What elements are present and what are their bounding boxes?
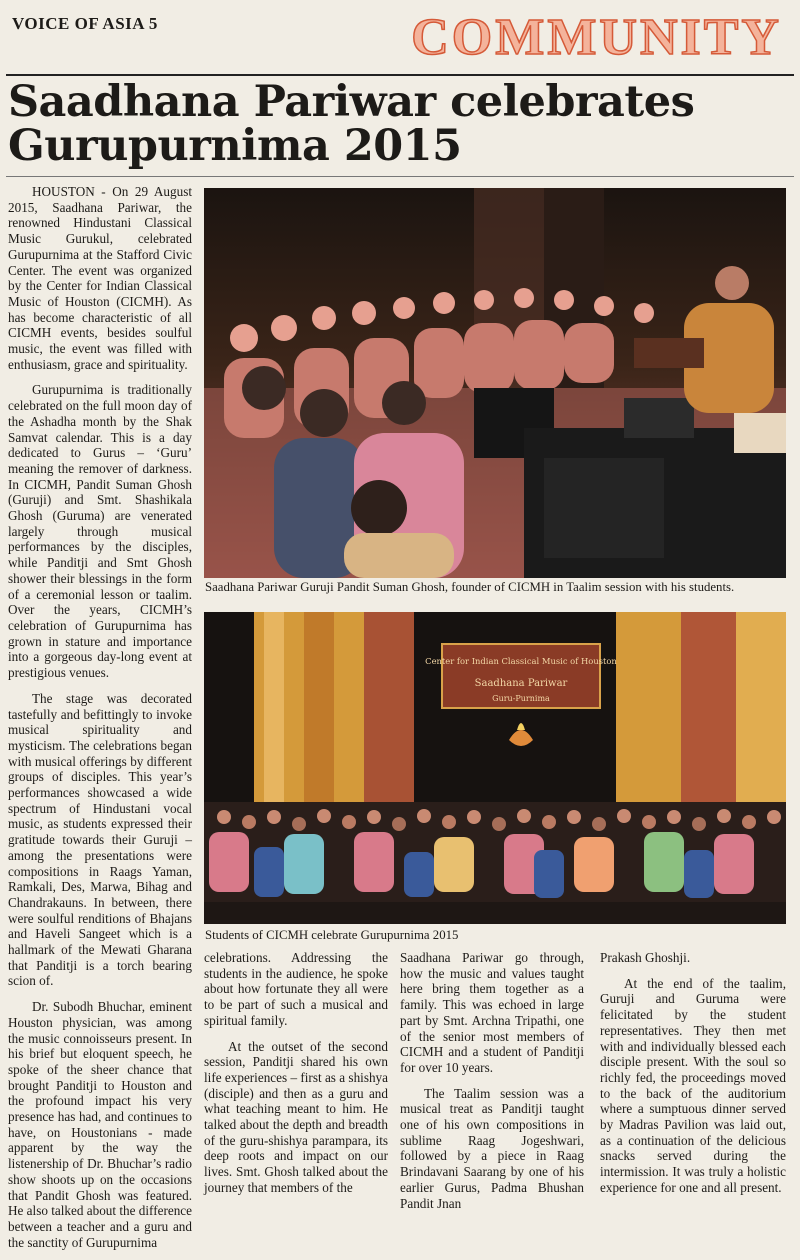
article-paragraph: The Taalim session was a musical treat as Panditji taught one of his own compositions in sublime Raag Jogeshwari, followed by a piece in Raag Brindavani Saarang by one of his earlier Gurus, Padma Bhushan Pandit Jnan	[400, 1085, 584, 1211]
article-paragraph: At the end of the taalim, Guruji and Guruma were felicitated by the student representatives. They then met with and individually blessed each disciple present. With the soul so richly fed, the proceedings moved to the back of the auditorium where a sumptuous dinner served by Madras Pavilion was laid out, as a continuation of the delicious snacks served during the intermission. It was truly a holistic experience for one and all present.	[600, 975, 786, 1195]
top-rule	[6, 74, 794, 76]
article-left-column	[8, 184, 192, 1260]
headline-line-2: Gurupurnima 2015	[8, 121, 462, 171]
publication-name: VOICE OF ASIA 5	[12, 14, 158, 33]
article-paragraph: Prakash Ghoshji.	[600, 950, 691, 965]
article-paragraph: Gurupurnima is traditionally celebrated on the full moon day of the Ashadha month by the Shak Samvat calendar. This is a day dedicated to Gurus – ‘Guru’ meaning the remover of darkness. In CICMH, Pandit Suman Ghosh (Guruji) and Smt. Shashikala Ghosh (Guruma) are venerated largely through musical performances by the disciples, while Panditji and Smt Ghosh shower their blessings in the form of a ceremonial lesson or taalim. Over the years, CICMH’s celebration of Gurupurnima has grown in stature and importance into a gorgeous day-long event at prestigious venues.	[8, 382, 192, 681]
article-paragraph: Dr. Subodh Bhuchar, eminent Houston physician, was among the music connoisseurs present. In his brief but eloquent speech, he spoke of the sheer chance that brought Panditji to Houston and the profound impact his very presence has had, and continues to have, on Houstonians - made apparent by the way the listenership of Dr. Bhuchar’s radio show shoots up on the occasions that Pandit Ghosh was featured. He also talked about the difference between a teacher and a guru and the sanctity of Gurupurnima	[8, 999, 192, 1250]
article-column-2	[204, 950, 388, 1206]
article-paragraph: HOUSTON - On 29 August 2015, Saadhana Pariwar, the renowned Hindustani Classical Music Gurukul, celebrated Gurupurnima at the Stafford Civic Center. The event was organized by the Center for Indian Classical Music of Houston (CICMH). As has become characteristic of all CICMH events, besides soulful music, the event was filled with enthusiasm, grace and spirituality.	[8, 184, 192, 372]
article-column-4	[600, 950, 786, 1206]
banner-line-1: Center for Indian Classical Music of Houston	[425, 656, 617, 666]
banner-line-3: Guru-Purnima	[492, 694, 550, 703]
photo-caption-2: Students of CICMH celebrate Gurupurnima 2015	[205, 928, 459, 942]
article-paragraph: celebrations. Addressing the students in the audience, he spoke about how fortunate they all were to be part of such a musical and spiritual family.	[204, 950, 388, 1028]
headline-line-1: Saadhana Pariwar celebrates	[8, 77, 695, 127]
headline-rule	[6, 176, 794, 177]
article-paragraph: The stage was decorated tastefully and befittingly to invoke musical spirituality and mysticism. The celebrations began with musical offerings by different groups of disciples. This year’s performances showcased a wide spectrum of Hindustani vocal music, as students expressed their gratitude towards their Guruji – among the presentations were compositions in Raags Yaman, Ramkali, Des, Marwa, Bihag and Chandrakauns. In between, there were soulful renditions of Bhajans and Haveli Sangeet which is a hallmark of the Mewati Gharana that Panditji is a torch bearing scion of.	[8, 690, 192, 989]
photo-group-celebration	[204, 612, 786, 924]
photo-caption-1: Saadhana Pariwar Guruji Pandit Suman Ghosh, founder of CICMH in Taalim session with his students.	[205, 580, 735, 594]
banner-line-2: Saadhana Pariwar	[474, 678, 568, 689]
headline	[8, 77, 695, 171]
article-column-3	[400, 950, 584, 1221]
article-paragraph: At the outset of the second session, Panditji shared his own life experiences – first as a shishya (disciple) and then as a guru and what teaching meant to him. He talked about the depth and breadth of the guru-shishya parampara, its deep roots and impact on our lives. Smt. Ghosh talked about the journey that members of the	[204, 1038, 388, 1195]
section-title: COMMUNITY	[411, 9, 782, 66]
photo-taalim-session	[204, 188, 786, 578]
article-paragraph: Saadhana Pariwar go through, how the music and values taught here bring them together as a family. This was echoed in large part by Smt. Archna Tripathi, one of the senior most members of CICMH and a student of Panditji for over 10 years.	[400, 950, 584, 1075]
